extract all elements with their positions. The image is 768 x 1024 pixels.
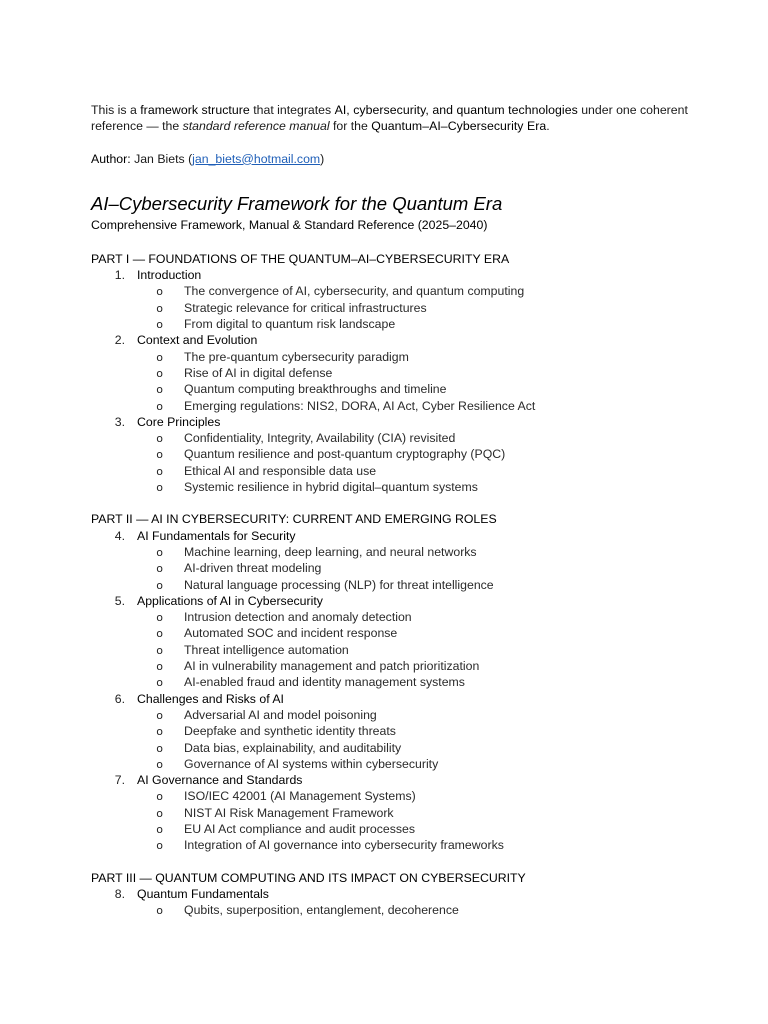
list-item-text: The pre-quantum cybersecurity paradigm (184, 349, 409, 364)
list-item-text: Rise of AI in digital defense (184, 365, 333, 380)
list-item-text: Qubits, superposition, entanglement, decoherence (184, 903, 459, 918)
circle-bullet-icon: o (156, 578, 163, 592)
section-title: Introduction (137, 268, 202, 283)
subsection-list (91, 788, 731, 853)
outline (91, 251, 731, 919)
list-item-text: Confidentiality, Integrity, Availability (CIA) revisited (184, 431, 456, 446)
circle-bullet-icon: o (156, 350, 163, 364)
list-item-text: Quantum computing breakthroughs and timeline (184, 382, 447, 397)
subsection-list (91, 902, 731, 918)
list-item-text: AI-driven threat modeling (184, 561, 322, 576)
circle-bullet-icon: o (156, 285, 163, 299)
list-item (91, 446, 731, 462)
circle-bullet-icon: o (156, 790, 163, 804)
list-item (91, 658, 731, 674)
list-item (91, 788, 731, 804)
section-title: AI Governance and Standards (137, 773, 303, 788)
circle-bullet-icon: o (156, 904, 163, 918)
section-number: 4. (114, 528, 125, 543)
circle-bullet-icon: o (156, 676, 163, 690)
intro-emphasis: framework structure (140, 103, 250, 117)
circle-bullet-icon: o (156, 643, 163, 657)
author-name: Jan Biets ( (130, 151, 193, 166)
subsection-list (91, 283, 731, 332)
list-item (91, 674, 731, 690)
part-3 (91, 870, 731, 919)
circle-bullet-icon: o (156, 545, 163, 559)
list-item-text: Natural language processing (NLP) for threat intelligence (184, 577, 494, 592)
subsection-list (91, 707, 731, 772)
circle-bullet-icon: o (156, 806, 163, 820)
list-item-text: Governance of AI systems within cybersecurity (184, 756, 439, 771)
list-item (91, 625, 731, 641)
circle-bullet-icon: o (156, 725, 163, 739)
section-title: Quantum Fundamentals (137, 886, 269, 901)
list-item-text: Intrusion detection and anomaly detection (184, 610, 412, 625)
list-item-text: Strategic relevance for critical infrastructures (184, 300, 427, 315)
author-email-link[interactable]: jan_biets@hotmail.com (192, 151, 321, 166)
list-item-text: Automated SOC and incident response (184, 626, 398, 641)
section (91, 691, 731, 772)
circle-bullet-icon: o (156, 399, 163, 413)
part-heading: PART II — AI IN CYBERSECURITY: CURRENT AND EMERGING ROLES (91, 512, 497, 527)
section-heading (91, 332, 731, 348)
section (91, 332, 731, 413)
list-item-text: Emerging regulations: NIS2, DORA, AI Act, Cyber Resilience Act (184, 398, 536, 413)
section-number: 8. (114, 886, 125, 901)
subsection-list (91, 349, 731, 414)
list-item (91, 300, 731, 316)
circle-bullet-icon: o (156, 366, 163, 380)
circle-bullet-icon: o (156, 660, 163, 674)
part-heading: PART I — FOUNDATIONS OF THE QUANTUM–AI–CYBERSECURITY ERA (91, 251, 510, 266)
section-title: Core Principles (137, 414, 221, 429)
document-subtitle: Comprehensive Framework, Manual & Standard Reference (2025–2040) (91, 217, 488, 232)
subsection-list (91, 430, 731, 495)
list-item (91, 381, 731, 397)
circle-bullet-icon: o (156, 839, 163, 853)
list-item (91, 560, 731, 576)
section-number: 5. (114, 593, 125, 608)
circle-bullet-icon: o (156, 822, 163, 836)
author-line (91, 151, 731, 167)
intro-emphasis: Quantum–AI–Cybersecurity Era (371, 119, 547, 134)
list-item-text: Quantum resilience and post-quantum cryptography (PQC) (184, 447, 506, 462)
section-heading (91, 267, 731, 283)
list-item-text: Machine learning, deep learning, and neural networks (184, 544, 477, 559)
author-label: Author: (91, 151, 131, 166)
list-item-text: From digital to quantum risk landscape (184, 317, 396, 332)
section-number: 7. (114, 773, 125, 788)
list-item (91, 349, 731, 365)
circle-bullet-icon: o (156, 708, 163, 722)
section (91, 593, 731, 691)
intro-italic: standard reference manual (182, 119, 330, 134)
section-heading (91, 691, 731, 707)
section (91, 267, 731, 332)
list-item (91, 316, 731, 332)
subsection-list (91, 609, 731, 690)
list-item-text: ISO/IEC 42001 (AI Management Systems) (184, 789, 416, 804)
list-item-text: AI-enabled fraud and identity management systems (184, 675, 465, 690)
list-item (91, 398, 731, 414)
circle-bullet-icon: o (156, 741, 163, 755)
circle-bullet-icon: o (156, 757, 163, 771)
list-item-text: Data bias, explainability, and auditability (184, 740, 402, 755)
part-1 (91, 251, 731, 495)
list-item-text: EU AI Act compliance and audit processes (184, 821, 416, 836)
list-item (91, 430, 731, 446)
intro-paragraph (91, 102, 731, 135)
list-item (91, 609, 731, 625)
list-item (91, 902, 731, 918)
list-item (91, 642, 731, 658)
list-item (91, 479, 731, 495)
list-item (91, 463, 731, 479)
list-item-text: Ethical AI and responsible data use (184, 463, 377, 478)
list-item-text: The convergence of AI, cybersecurity, and quantum computing (184, 284, 525, 299)
section (91, 886, 731, 919)
section-heading (91, 528, 731, 544)
section (91, 528, 731, 593)
circle-bullet-icon: o (156, 301, 163, 315)
author-close-paren: ) (320, 151, 325, 166)
section (91, 772, 731, 853)
list-item (91, 723, 731, 739)
section-number: 3. (114, 414, 125, 429)
section-heading (91, 772, 731, 788)
section-number: 6. (114, 691, 125, 706)
section-number: 2. (114, 333, 125, 348)
list-item-text: Integration of AI governance into cybersecurity frameworks (184, 838, 504, 853)
intro-text: This is a (91, 103, 141, 117)
circle-bullet-icon: o (156, 318, 163, 332)
intro-block (91, 102, 731, 167)
section-title: Context and Evolution (137, 333, 258, 348)
circle-bullet-icon: o (156, 464, 163, 478)
intro-text: that integrates (249, 103, 335, 117)
list-item (91, 756, 731, 772)
list-item (91, 707, 731, 723)
list-item (91, 544, 731, 560)
list-item-text: Adversarial AI and model poisoning (184, 707, 377, 722)
part-2 (91, 511, 731, 853)
section-number: 1. (114, 268, 125, 283)
list-item-text: Deepfake and synthetic identity threats (184, 724, 396, 739)
list-item-text: Threat intelligence automation (184, 642, 349, 657)
list-item (91, 283, 731, 299)
list-item (91, 821, 731, 837)
list-item-text: AI in vulnerability management and patch prioritization (184, 659, 480, 674)
intro-text: for the (329, 119, 372, 134)
intro-text: . (546, 119, 550, 134)
section-title: Applications of AI in Cybersecurity (137, 593, 323, 608)
circle-bullet-icon: o (156, 627, 163, 641)
section-title: AI Fundamentals for Security (137, 528, 296, 543)
section-heading (91, 414, 731, 430)
circle-bullet-icon: o (156, 432, 163, 446)
intro-text: under one coherent reference — the (91, 103, 688, 134)
list-item (91, 805, 731, 821)
section (91, 414, 731, 495)
circle-bullet-icon: o (156, 562, 163, 576)
circle-bullet-icon: o (156, 448, 163, 462)
circle-bullet-icon: o (156, 383, 163, 397)
document-title: AI–Cybersecurity Framework for the Quantum Era (91, 192, 503, 214)
part-heading: PART III — QUANTUM COMPUTING AND ITS IMPACT ON CYBERSECURITY (91, 870, 526, 885)
list-item (91, 740, 731, 756)
document-page (91, 102, 731, 918)
section-heading (91, 593, 731, 609)
list-item-text: NIST AI Risk Management Framework (184, 805, 394, 820)
circle-bullet-icon: o (156, 611, 163, 625)
section-heading (91, 886, 731, 902)
list-item (91, 837, 731, 853)
list-item-text: Systemic resilience in hybrid digital–quantum systems (184, 480, 478, 495)
list-item (91, 577, 731, 593)
circle-bullet-icon: o (156, 481, 163, 495)
subsection-list (91, 544, 731, 593)
list-item (91, 365, 731, 381)
section-title: Challenges and Risks of AI (137, 691, 284, 706)
intro-emphasis: AI, cybersecurity, and quantum technologies (334, 103, 578, 117)
